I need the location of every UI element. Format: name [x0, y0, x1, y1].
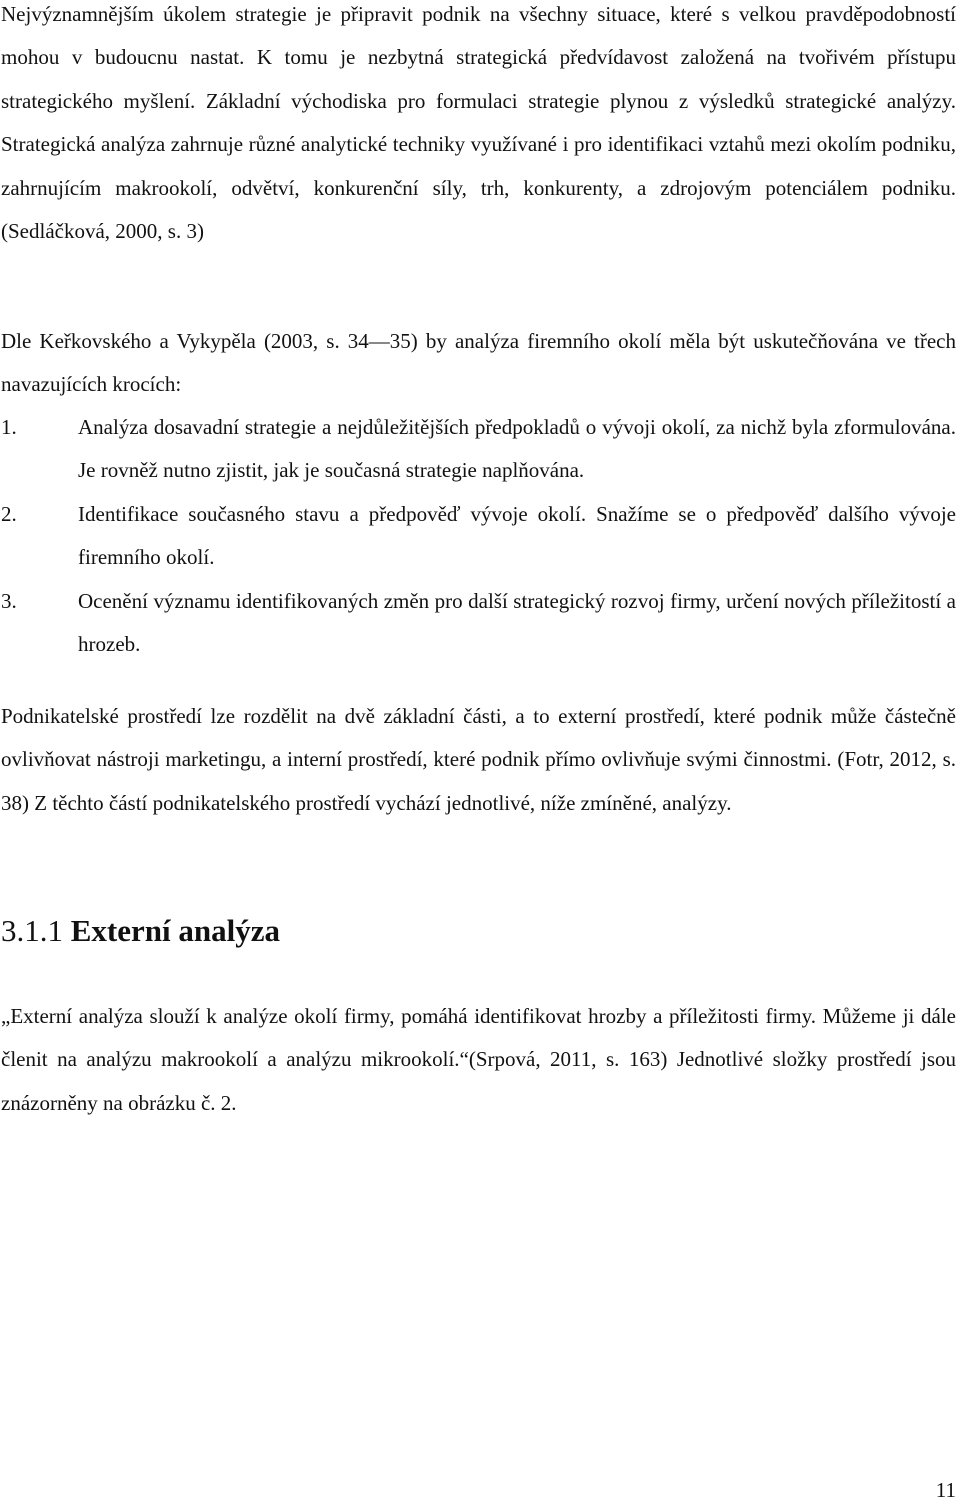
- page-number: 11: [935, 1478, 956, 1502]
- analysis-steps-list: [1, 406, 956, 666]
- paragraph-external-analysis: „Externí analýza slouží k analýze okolí firmy, pomáhá identifikovat hrozby a příležitosti firmy. Můžeme ji dále členit na analýzu makrookolí a analýzu mikrookolí.“(Srpová, 2011, s. 163) Jednotlivé složky prostředí jsou znázorněny na obrázku č. 2.: [1, 1004, 956, 1115]
- list-item: [1, 493, 956, 580]
- list-item-number: 1.: [1, 415, 17, 439]
- list-item-number: 3.: [1, 588, 17, 613]
- paragraph-analysis-steps-intro: Dle Keřkovského a Vykypěla (2003, s. 34—35) by analýza firemního okolí měla být uskutečňována ve třech navazujících krocích:: [1, 329, 956, 397]
- paragraph-strategy-intro: Nejvýznamnějším úkolem strategie je připravit podnik na všechny situace, které s velkou pravděpodobností mohou v budoucnu nastat. K tomu je nezbytná strategická předvídavost založená na tvořivém přístupu strategického myšlení. Základní východiska pro formulaci strategie plynou z výsledků strategické analýzy. Strategická analýza zahrnuje různé analytické techniky využívané i pro identifikaci vztahů mezi okolím podniku, zahrnujícím makrookolí, odvětví, konkurenční síly, trh, konkurenty, a zdrojovým potenciálem podniku. (Sedláčková, 2000, s. 3): [1, 2, 956, 244]
- list-item: [1, 580, 956, 667]
- paragraph-business-environment: Podnikatelské prostředí lze rozdělit na dvě základní části, a to externí prostředí, které podnik může částečně ovlivňovat nástroji marketingu, a interní prostředí, které podnik přímo ovlivňuje svými činnostmi. (Fotr, 2012, s. 38) Z těchto částí podnikatelského prostředí vychází jednotlivé, níže zmíněné, analýzy.: [1, 704, 956, 815]
- section-title: Externí analýza: [70, 913, 280, 948]
- section-number: 3.1.1: [1, 913, 63, 948]
- section-heading: [1, 905, 280, 957]
- list-item: [1, 406, 956, 493]
- list-item-text: Identifikace současného stavu a předpověď vývoje okolí. Snažíme se o předpověď dalšího vývoje firemního okolí.: [78, 501, 956, 570]
- list-item-number: 2.: [1, 501, 17, 526]
- list-item-text: Ocenění významu identifikovaných změn pro další strategický rozvoj firmy, určení nových příležitostí a hrozeb.: [78, 588, 956, 657]
- list-item-text: Analýza dosavadní strategie a nejdůležitějších předpokladů o vývoji okolí, za nichž byla zformulována. Je rovněž nutno zjistit, jak je současná strategie naplňována.: [78, 415, 956, 483]
